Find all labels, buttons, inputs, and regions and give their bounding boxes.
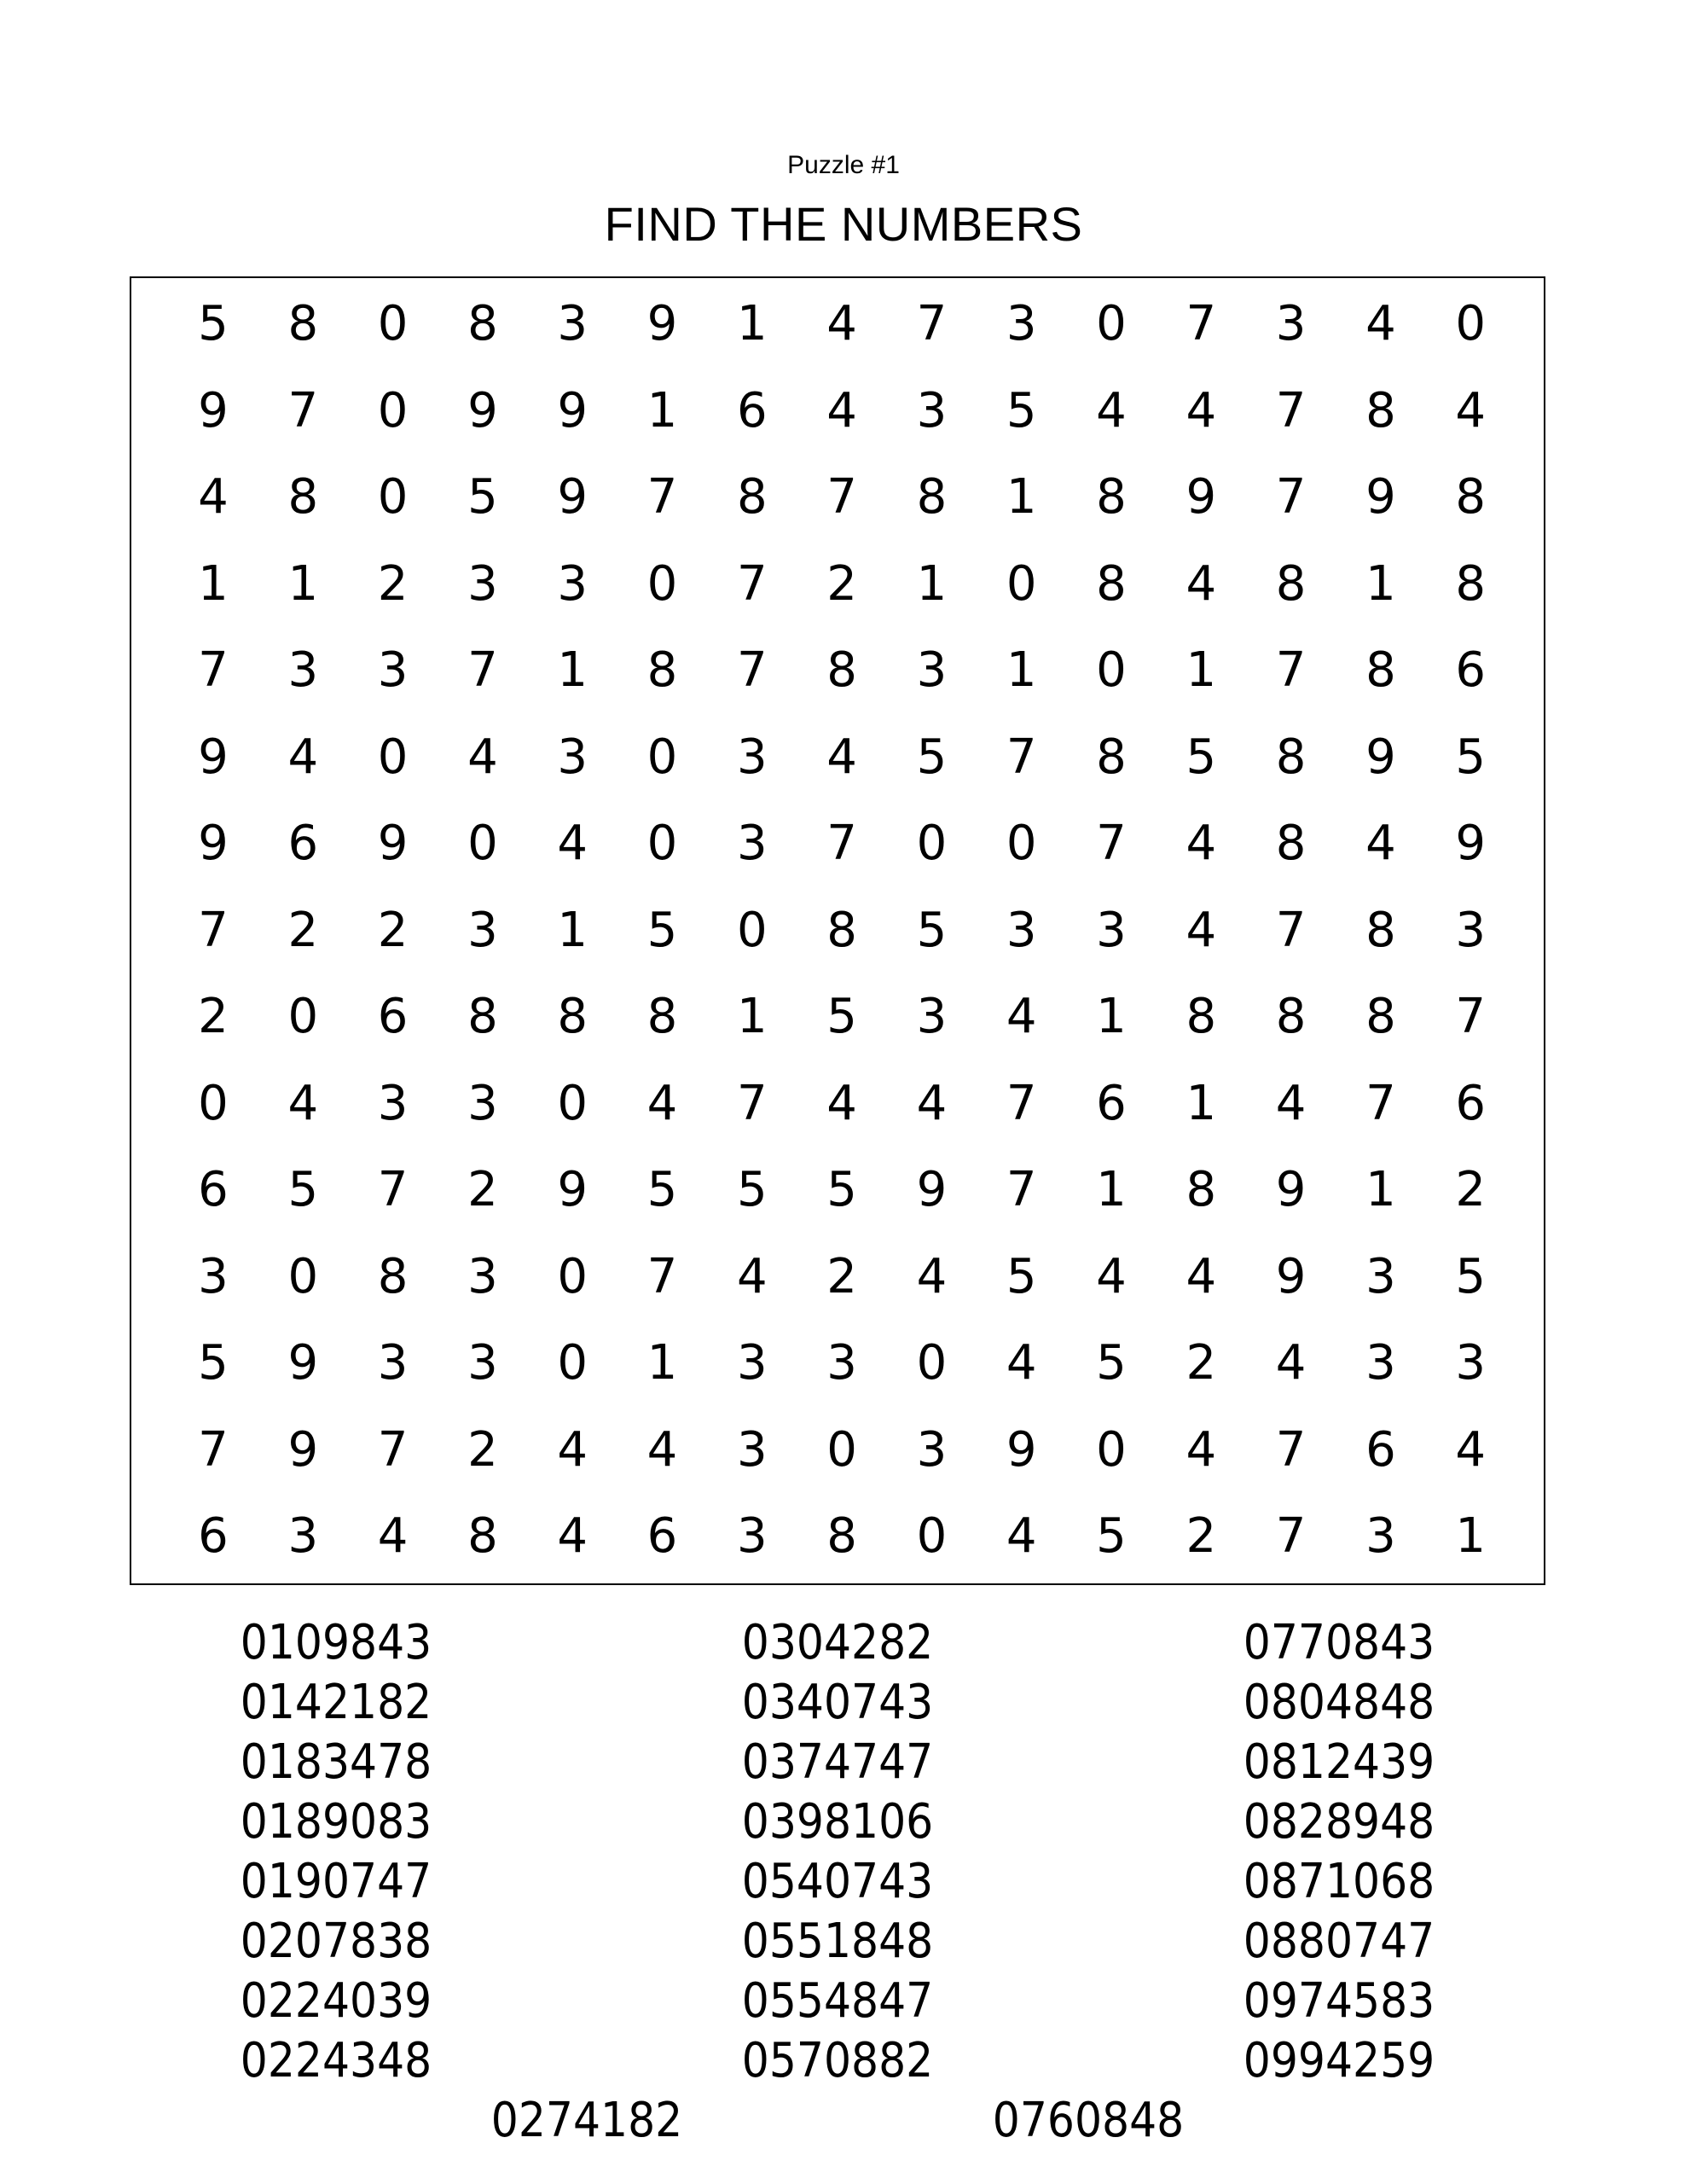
grid-cell: 8 [1186,989,1217,1044]
word-item: 0224039 [240,1973,432,2029]
grid-cell: 3 [916,382,948,439]
grid-cell: 0 [287,1248,319,1304]
grid-cell: 9 [1455,816,1486,871]
grid-cell: 0 [377,382,409,439]
grid-cell: 9 [557,382,588,439]
grid-cell: 3 [916,1421,948,1478]
grid-cell: 8 [287,469,319,525]
word-item: 0551848 [741,1914,934,1969]
grid-cell: 3 [826,1335,857,1391]
grid-cell: 5 [826,989,857,1044]
grid-cell: 8 [1455,469,1486,525]
grid-cell: 7 [1186,296,1217,351]
grid-cell: 9 [1365,469,1396,525]
grid-cell: 3 [736,1508,768,1564]
word-item: 0880747 [1243,1914,1435,1969]
grid-cell: 1 [1096,989,1127,1044]
grid-cell: 9 [916,1162,948,1217]
grid-cell: 8 [1275,816,1307,871]
grid-cell: 5 [287,1162,319,1217]
grid-cell: 4 [1096,382,1127,439]
grid-cell: 8 [1455,555,1486,612]
grid-cell: 2 [1186,1335,1217,1391]
grid-cell: 0 [916,816,948,871]
grid-cell: 3 [736,1335,768,1391]
grid-cell: 8 [736,469,768,525]
grid-cell: 6 [377,989,409,1044]
word-item: 0994259 [1243,2033,1435,2088]
word-item: 0374747 [741,1734,934,1790]
grid-cell: 2 [467,1421,498,1478]
grid-cell: 8 [467,1508,498,1564]
grid-cell: 1 [287,555,319,612]
grid-cell: 6 [198,1162,229,1217]
grid-cell: 1 [1365,1162,1396,1217]
grid-cell: 4 [826,1075,857,1131]
grid-cell: 4 [557,816,588,871]
grid-cell: 9 [1006,1421,1037,1478]
grid-cell: 7 [1096,816,1127,871]
grid-cell: 7 [1275,642,1307,698]
grid-cell: 4 [1275,1335,1307,1391]
grid-cell: 7 [826,469,857,525]
grid-cell: 9 [1275,1248,1307,1304]
grid-cell: 8 [1096,555,1127,612]
grid-cell: 5 [826,1162,857,1217]
grid-cell: 8 [1096,729,1127,785]
grid-cell: 6 [1096,1075,1127,1131]
grid-cell: 4 [1455,1421,1486,1478]
grid-cell: 5 [1455,1248,1486,1304]
grid-cell: 9 [646,296,678,351]
word-item: 0340743 [741,1675,934,1730]
grid-cell: 9 [467,382,498,439]
grid-cell: 4 [287,1075,319,1131]
grid-cell: 4 [646,1421,678,1478]
grid-cell: 1 [1365,555,1396,612]
grid-cell: 8 [826,1508,857,1564]
word-item: 0812439 [1243,1734,1435,1790]
grid-cell: 8 [1275,729,1307,785]
grid-cell: 1 [1096,1162,1127,1217]
grid-cell: 7 [1275,469,1307,525]
grid-cell: 1 [1455,1508,1486,1564]
grid-cell: 5 [1096,1335,1127,1391]
grid-cell: 3 [467,1335,498,1391]
grid-cell: 0 [287,989,319,1044]
grid-cell: 9 [287,1421,319,1478]
grid-cell: 8 [1096,469,1127,525]
grid-cell: 5 [916,729,948,785]
grid-cell: 4 [1455,382,1486,439]
grid-cell: 0 [916,1335,948,1391]
grid-cell: 4 [287,729,319,785]
grid-cell: 4 [1006,1335,1037,1391]
grid-cell: 5 [198,296,229,351]
grid-cell: 0 [1006,555,1037,612]
grid-cell: 7 [826,816,857,871]
grid-cell: 7 [1275,902,1307,958]
word-item: 0398106 [741,1794,934,1850]
word-item: 0224348 [240,2033,432,2088]
grid-cell: 0 [826,1421,857,1478]
grid-cell: 9 [198,382,229,439]
grid-cell: 4 [198,469,229,525]
grid-cell: 3 [467,1075,498,1131]
grid-cell: 8 [646,989,678,1044]
grid-cell: 1 [1006,642,1037,698]
grid-cell: 7 [646,469,678,525]
grid-cell: 7 [1455,989,1486,1044]
grid-cell: 4 [826,729,857,785]
word-item: 0190747 [240,1854,432,1909]
grid-cell: 4 [1186,902,1217,958]
grid-cell: 3 [1455,902,1486,958]
grid-cell: 7 [646,1248,678,1304]
grid-cell: 8 [916,469,948,525]
grid-cell: 3 [377,642,409,698]
grid-cell: 7 [736,555,768,612]
grid-cell: 2 [377,902,409,958]
grid-cell: 7 [1006,729,1037,785]
grid-cell: 8 [1186,1162,1217,1217]
grid-cell: 3 [736,816,768,871]
grid-cell: 3 [1365,1335,1396,1391]
grid-cell: 9 [1186,469,1217,525]
grid-cell: 4 [1006,989,1037,1044]
grid-cell: 4 [916,1248,948,1304]
grid-cell: 0 [198,1075,229,1131]
grid-cell: 7 [736,642,768,698]
grid-cell: 0 [557,1075,588,1131]
grid-cell: 0 [1455,296,1486,351]
grid-cell: 3 [377,1075,409,1131]
grid-cell: 4 [1096,1248,1127,1304]
grid-cell: 7 [1006,1075,1037,1131]
grid-cell: 3 [916,989,948,1044]
grid-cell: 1 [646,382,678,439]
grid-cell: 0 [646,729,678,785]
grid-cell: 4 [646,1075,678,1131]
grid-cell: 6 [646,1508,678,1564]
grid-cell: 3 [467,1248,498,1304]
word-item: 0183478 [240,1734,432,1790]
grid-cell: 4 [916,1075,948,1131]
grid-cell: 7 [198,642,229,698]
word-item: 0974583 [1243,1973,1435,2029]
grid-cell: 1 [1006,469,1037,525]
grid-cell: 9 [198,729,229,785]
grid-cell: 3 [198,1248,229,1304]
word-item: 0189083 [240,1794,432,1850]
grid-cell: 1 [736,989,768,1044]
grid-cell: 4 [736,1248,768,1304]
grid-cell: 9 [1275,1162,1307,1217]
grid-cell: 7 [1365,1075,1396,1131]
grid-cell: 9 [557,469,588,525]
grid-cell: 8 [1365,989,1396,1044]
grid-cell: 9 [198,816,229,871]
word-item: 0770843 [1243,1615,1435,1670]
grid-cell: 3 [1365,1248,1396,1304]
grid-cell: 3 [1006,902,1037,958]
grid-cell: 7 [287,382,319,439]
grid-cell: 0 [646,555,678,612]
grid-cell: 5 [1006,382,1037,439]
word-item: 0304282 [741,1615,934,1670]
grid-cell: 4 [1275,1075,1307,1131]
grid-cell: 3 [736,1421,768,1478]
grid-cell: 7 [377,1421,409,1478]
grid-cell: 5 [1006,1248,1037,1304]
grid-cell: 8 [826,642,857,698]
grid-cell: 5 [198,1335,229,1391]
grid-cell: 4 [1186,382,1217,439]
word-item: 0142182 [240,1675,432,1730]
grid-cell: 2 [287,902,319,958]
grid-cell: 1 [1186,1075,1217,1131]
grid-cell: 4 [1365,816,1396,871]
grid-cell: 0 [467,816,498,871]
grid-cell: 2 [826,1248,857,1304]
grid-cell: 0 [736,902,768,958]
grid-cell: 8 [377,1248,409,1304]
word-item: 0540743 [741,1854,934,1909]
grid-cell: 7 [467,642,498,698]
grid-cell: 4 [1365,296,1396,351]
grid-cell: 3 [1365,1508,1396,1564]
word-item: 0828948 [1243,1794,1435,1850]
grid-cell: 7 [1275,382,1307,439]
grid-cell: 8 [826,902,857,958]
grid-cell: 7 [916,296,948,351]
grid-cell: 6 [287,816,319,871]
grid-cell: 3 [467,902,498,958]
grid-cell: 6 [1365,1421,1396,1478]
grid-cell: 0 [1096,296,1127,351]
grid-cell: 1 [646,1335,678,1391]
grid-cell: 8 [1365,902,1396,958]
grid-cell: 1 [736,296,768,351]
grid-cell: 4 [1006,1508,1037,1564]
grid-cell: 8 [1365,382,1396,439]
grid-cell: 2 [198,989,229,1044]
grid-cell: 6 [736,382,768,439]
grid-cell: 4 [1186,816,1217,871]
grid-cell: 3 [1006,296,1037,351]
grid-cell: 0 [1096,642,1127,698]
grid-cell: 0 [557,1335,588,1391]
grid-cell: 1 [557,642,588,698]
grid-cell: 9 [287,1335,319,1391]
grid-cell: 0 [377,296,409,351]
word-item: 0570882 [741,2033,934,2088]
grid-cell: 5 [646,1162,678,1217]
grid-cell: 7 [736,1075,768,1131]
grid-cell: 3 [287,642,319,698]
word-item: 0804848 [1243,1675,1435,1730]
grid-cell: 0 [377,729,409,785]
grid-cell: 8 [467,296,498,351]
grid-cell: 8 [1365,642,1396,698]
grid-cell: 3 [557,555,588,612]
grid-cell: 5 [916,902,948,958]
grid-cell: 2 [826,555,857,612]
grid-cell: 2 [467,1162,498,1217]
grid-cell: 8 [646,642,678,698]
grid-cell: 3 [736,729,768,785]
word-item: 0274182 [490,2093,683,2148]
grid-cell: 1 [198,555,229,612]
grid-cell: 6 [1455,1075,1486,1131]
grid-cell: 9 [377,816,409,871]
grid-cell: 9 [1365,729,1396,785]
page-title: FIND THE NUMBERS [604,197,1083,251]
grid-cell: 5 [646,902,678,958]
grid-cell: 4 [557,1421,588,1478]
grid-cell: 3 [557,729,588,785]
grid-cell: 4 [467,729,498,785]
grid-cell: 1 [1186,642,1217,698]
grid-cell: 5 [736,1162,768,1217]
grid-cell: 8 [557,989,588,1044]
grid-cell: 0 [1006,816,1037,871]
grid-cell: 5 [1455,729,1486,785]
puzzle-number: Puzzle #1 [787,151,900,179]
grid-cell: 0 [916,1508,948,1564]
grid-cell: 1 [557,902,588,958]
grid-cell: 3 [1455,1335,1486,1391]
grid-cell: 3 [467,555,498,612]
grid-cell: 8 [287,296,319,351]
grid-cell: 3 [287,1508,319,1564]
grid-cell: 3 [1096,902,1127,958]
word-item: 0109843 [240,1615,432,1670]
grid-cell: 8 [467,989,498,1044]
grid-cell: 3 [1275,296,1307,351]
grid-cell: 7 [1275,1421,1307,1478]
grid-cell: 8 [1275,989,1307,1044]
word-item: 0871068 [1243,1854,1435,1909]
word-item: 0207838 [240,1914,432,1969]
grid-cell: 7 [1006,1162,1037,1217]
grid-cell: 7 [198,1421,229,1478]
grid-cell: 4 [826,382,857,439]
grid-cell: 4 [1186,1248,1217,1304]
grid-cell: 3 [916,642,948,698]
grid-cell: 7 [198,902,229,958]
grid-cell: 4 [377,1508,409,1564]
grid-cell: 4 [1186,1421,1217,1478]
grid-cell: 6 [198,1508,229,1564]
grid-cell: 4 [557,1508,588,1564]
grid-cell: 2 [1186,1508,1217,1564]
grid-cell: 2 [1455,1162,1486,1217]
word-item: 0554847 [741,1973,934,2029]
grid-cell: 3 [557,296,588,351]
grid-cell: 0 [1096,1421,1127,1478]
grid-cell: 0 [557,1248,588,1304]
grid-cell: 7 [1275,1508,1307,1564]
grid-cell: 5 [467,469,498,525]
word-item: 0760848 [992,2093,1185,2148]
grid-cell: 5 [1096,1508,1127,1564]
grid-cell: 3 [377,1335,409,1391]
number-grid [130,276,1545,1585]
grid-cell: 1 [916,555,948,612]
grid-cell: 9 [557,1162,588,1217]
grid-cell: 0 [377,469,409,525]
grid-cell: 6 [1455,642,1486,698]
grid-cell: 4 [826,296,857,351]
grid-cell: 5 [1186,729,1217,785]
grid-cell: 8 [1275,555,1307,612]
grid-cell: 2 [377,555,409,612]
grid-cell: 0 [646,816,678,871]
grid-cell: 4 [1186,555,1217,612]
grid-cell: 7 [377,1162,409,1217]
